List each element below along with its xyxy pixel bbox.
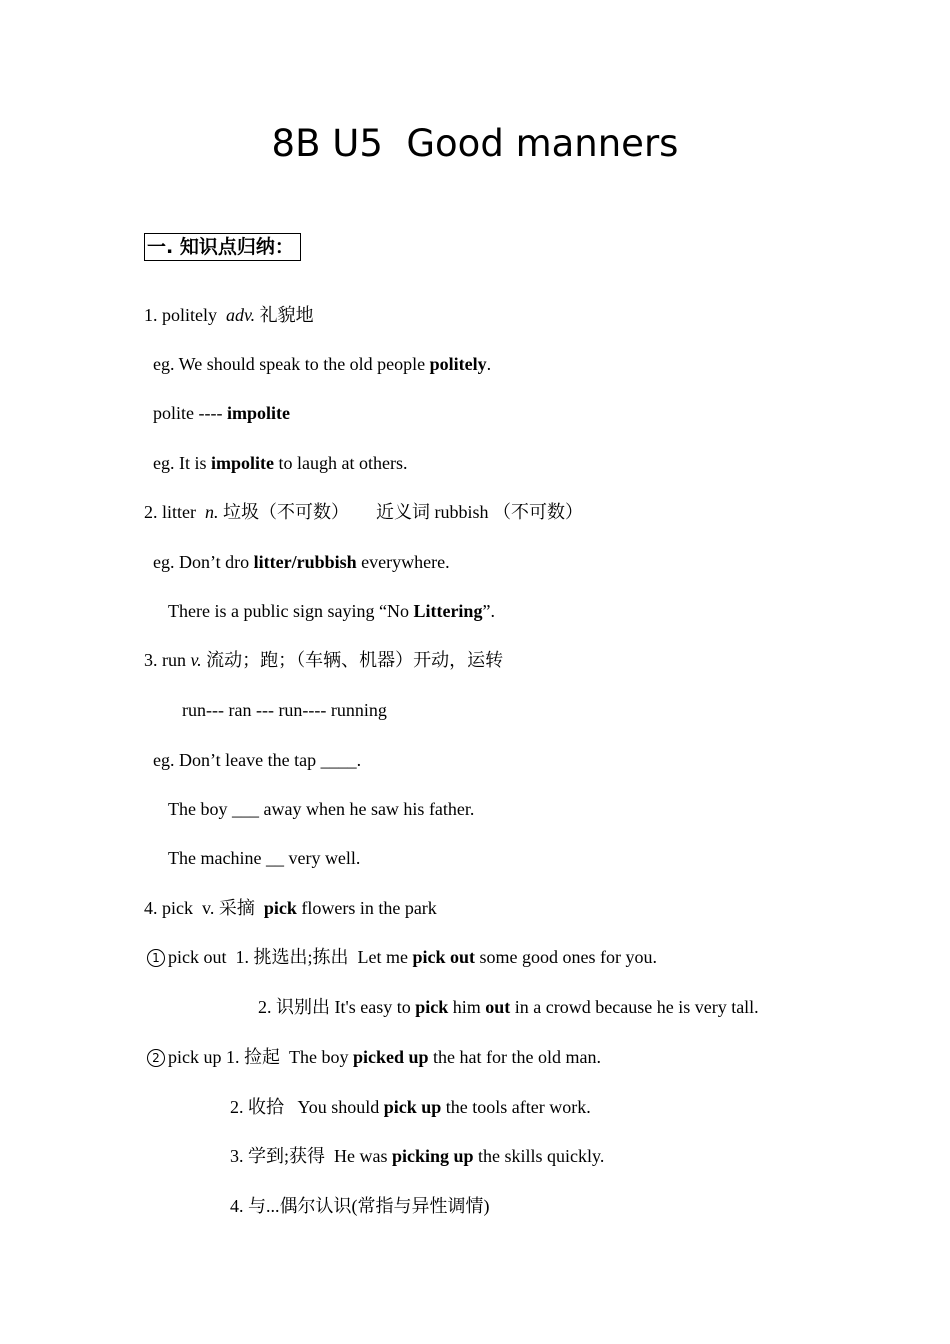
- item-1-word-form: polite ---- impolite: [153, 403, 290, 423]
- item-2-example-2: There is a public sign saying “No Littering”.: [168, 601, 495, 621]
- section-heading: 一. 知识点归纳：: [144, 233, 301, 261]
- item-1-meaning: 礼貌地: [255, 305, 314, 325]
- item-3-example-3: The machine __ very well.: [168, 848, 361, 868]
- circled-number-1: 1: [147, 949, 165, 967]
- item-4-heading: 4. pick v. 采摘 pick flowers in the park: [144, 898, 437, 918]
- item-4-sub-2-meaning-2: 2. 收拾 You should pick up the tools after work.: [230, 1097, 591, 1117]
- item-3-example-2: The boy ___ away when he saw his father.: [168, 799, 475, 819]
- circled-number-2: 2: [147, 1049, 165, 1067]
- item-1-word: 1. polite​ly: [144, 305, 226, 325]
- item-3-heading: 3. run v. 流动；跑；（车辆、机器）开动，运转: [144, 650, 504, 670]
- page-title: 8B U5 Good manners: [271, 122, 679, 165]
- item-4-sub-2-meaning-3: 3. 学到;获得 He was picking up the skills quickly.: [230, 1146, 605, 1166]
- item-3-forms: run--- ran --- run---- running: [182, 700, 387, 720]
- item-1-pos: adv.: [226, 305, 256, 325]
- item-1-heading: [144, 303, 314, 327]
- item-2-heading: 2. litter n. 垃圾（不可数） 近义词 rubbish （不可数）: [144, 502, 583, 522]
- item-3-example-1: eg. Don’t leave the tap ____.: [153, 750, 362, 770]
- item-1-example-1: eg. We should speak to the old people politely.: [153, 354, 492, 374]
- item-4-sub-2-meaning-4: 4. 与...偶尔认识(常指与异性调情): [230, 1196, 490, 1216]
- item-1-example-2: eg. It is impolite to laugh at others.: [153, 453, 408, 473]
- item-4-sub-1: 1 pick out 1. 挑选出;拣出 Let me pick out some good ones for you.: [147, 945, 657, 969]
- item-2-example-1: eg. Don’t dro litter/rubbish everywhere.: [153, 552, 450, 572]
- item-4-sub-1-meaning-2: 2. 识别出 It's easy to pick him out in a crowd because he is very tall.: [258, 997, 759, 1017]
- item-4-sub-2: 2 pick up 1. 捡起 The boy picked up the hat for the old man.: [147, 1045, 601, 1069]
